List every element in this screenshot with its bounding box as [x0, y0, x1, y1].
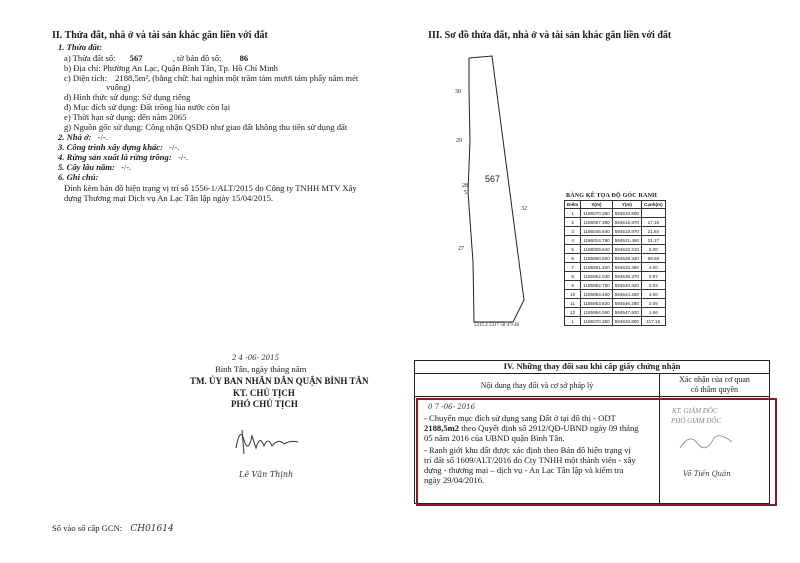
- coord-table-row: [565, 290, 666, 299]
- coord-cell: 1: [565, 317, 581, 326]
- issue-date-line: Bình Tân, ngày tháng năm: [215, 364, 307, 374]
- coord-cell: 594536.370: [612, 272, 641, 281]
- usage-origin: g) Nguồn gốc sử dụng: Công nhận QSDĐ như giao đất không thu tiền sử dụng đất: [64, 122, 348, 132]
- coord-cell: 1186014.780: [581, 236, 612, 245]
- dim-bottom: 5315 2 5317 50 4 9 48: [474, 323, 519, 328]
- registry-number: CH01614: [130, 524, 174, 534]
- coord-cell: [642, 209, 666, 218]
- change-line-3: 05 năm 2016 của UBND quận Bình Tân.: [424, 433, 565, 443]
- coord-cell: 9: [565, 281, 581, 290]
- coord-cell: 4.02: [642, 281, 666, 290]
- coord-table-title: BẢNG KÊ TỌA ĐỘ GÓC RANH: [566, 193, 657, 199]
- confirm-signer: Võ Tiến Quân: [683, 470, 731, 478]
- coord-table: [564, 200, 666, 326]
- map-number: 86: [239, 53, 249, 63]
- coord-table-row: [565, 209, 666, 218]
- coord-cell: 1.66: [642, 308, 666, 317]
- coord-cell: 12: [565, 308, 581, 317]
- coord-cell: 17.16: [642, 218, 666, 227]
- coord-cell: 1185952.750: [581, 281, 612, 290]
- forest-value: -/-.: [177, 152, 189, 162]
- coord-cell: 3.97: [642, 272, 666, 281]
- trees-label: 5. Cây lâu năm:: [58, 162, 115, 172]
- change-decision: theo Quyết định số 2912/QĐ-UBND ngày 09 tháng: [459, 423, 639, 433]
- coord-cell: 594533.800: [612, 209, 641, 218]
- coord-cell: 8: [565, 272, 581, 281]
- coord-table-row: [565, 299, 666, 308]
- notes-line-2: dựng Thương mại Dịch vụ An Lạc Tân lập ngày 15/04/2015.: [64, 193, 274, 203]
- issuer-org: TM. ỦY BAN NHÂN DÂN QUẬN BÌNH TÂN: [190, 376, 369, 386]
- area-text: 2188,5m², (bằng chữ: hai nghìn một trăm tám mươi tám phẩy năm mét: [115, 73, 359, 83]
- coord-cell: 594544.260: [612, 290, 641, 299]
- coord-cell: 4: [565, 236, 581, 245]
- forest-row: [58, 152, 188, 162]
- coord-cell: 59.58: [642, 254, 666, 263]
- notes-line-1: Đính kèm bản đồ hiện trạng vị trí số 1556-1/ALT/2015 do Công ty TNHH MTV Xây: [64, 183, 357, 193]
- coord-table-row: [565, 317, 666, 326]
- coord-cell: 6: [565, 254, 581, 263]
- dim-27: 27: [458, 246, 464, 252]
- coord-table-row: [565, 254, 666, 263]
- coord-cell: 1185952.030: [581, 272, 612, 281]
- section-4-title: IV. Những thay đổi sau khi cấp giấy chứng nhận: [415, 361, 770, 374]
- coord-cell: 1185953.460: [581, 290, 612, 299]
- change-line-4: - Ranh giới khu đất được xác định theo Bản đồ hiện trạng vị: [424, 445, 631, 455]
- parcel-number: 567: [129, 53, 143, 63]
- change-area: 2188,5m2: [424, 423, 460, 433]
- signer-name: Lê Văn Thịnh: [239, 470, 294, 479]
- coord-cell: 5: [565, 245, 581, 254]
- house-value: -/-.: [97, 132, 108, 142]
- construction-row: [58, 142, 179, 152]
- coord-header-point: Điểm: [565, 201, 581, 209]
- registry-label: Số vào sổ cấp GCN:: [52, 523, 123, 533]
- change-line-7: ngày 29/04/2016.: [424, 475, 485, 485]
- coord-cell: 2.05: [642, 299, 666, 308]
- section-2-title: II. Thửa đất, nhà ở và tài sản khác gắn liền với đất: [52, 30, 268, 41]
- coord-cell: 1185950.600: [581, 254, 612, 263]
- coord-cell: 5.00: [642, 245, 666, 254]
- signature-scribble: [232, 420, 312, 460]
- coord-header-x: X(m): [581, 201, 612, 209]
- coord-cell: 594540.320: [612, 281, 641, 290]
- highlight-box: [416, 398, 777, 506]
- coord-cell: 594522.210: [612, 245, 641, 254]
- area-text-2: vuông): [106, 82, 131, 92]
- coord-table-row: [565, 281, 666, 290]
- construction-value: -/-.: [169, 142, 180, 152]
- coord-table-row: [565, 272, 666, 281]
- land-address: b) Địa chỉ: Phường An Lạc, Quận Bình Tân, Tp. Hồ Chí Minh: [64, 63, 278, 73]
- coord-table-row: [565, 245, 666, 254]
- coord-cell: 594532.460: [612, 263, 641, 272]
- coord-cell: 1185951.320: [581, 263, 612, 272]
- change-line-6: dựng - thương mại – dịch vụ - An Lạc Tân lập và kiểm tra: [424, 465, 624, 475]
- confirm-header-line-2: có thẩm quyền: [690, 385, 739, 394]
- coord-cell: 7: [565, 263, 581, 272]
- dim-30: 30: [455, 89, 461, 95]
- confirm-stamp-line-2: PHÓ GIÁM ĐỐC: [671, 417, 722, 425]
- coord-cell: 1186009.840: [581, 245, 612, 254]
- coord-cell: 1185953.820: [581, 299, 612, 308]
- coord-cell: 1186070.350: [581, 209, 612, 218]
- coord-cell: 21.84: [642, 227, 666, 236]
- coord-cell: 4.00: [642, 290, 666, 299]
- parcel-row: [64, 53, 248, 63]
- coord-table-row: [565, 227, 666, 236]
- map-label: , tờ bản đồ số:: [172, 53, 222, 63]
- dim-5: 5: [464, 190, 467, 196]
- house-row: [58, 132, 108, 142]
- coord-cell: 594521.460: [612, 236, 641, 245]
- coord-cell: 1186067.390: [581, 218, 612, 227]
- confirm-header-line-1: Xác nhận của cơ quan: [679, 375, 750, 384]
- dim-29: 29: [456, 138, 462, 144]
- dim-28: 28: [462, 183, 468, 189]
- changes-col-confirm-header: [660, 374, 770, 397]
- land-heading: 1. Thửa đất:: [58, 42, 103, 52]
- coord-header-edge: Cạnh(m): [642, 201, 666, 209]
- issuer-kt: KT. CHỦ TỊCH: [233, 388, 295, 398]
- coord-cell: 594528.330: [612, 254, 641, 263]
- coord-cell: 594518.870: [612, 227, 641, 236]
- confirm-stamp-line-1: KT. GIÁM ĐỐC: [672, 407, 718, 415]
- change-date-stamp: 0 7 -06- 2016: [428, 403, 476, 411]
- trees-value: -/-.: [120, 162, 132, 172]
- issue-date-stamp: 2 4 -06- 2015: [232, 354, 280, 362]
- usage-form: d) Hình thức sử dụng: Sử dụng riêng: [64, 92, 191, 102]
- coord-cell: 594516.870: [612, 218, 641, 227]
- coord-cell: 594533.800: [612, 317, 641, 326]
- coord-table-header: [565, 201, 666, 209]
- coord-cell: 1186070.350: [581, 317, 612, 326]
- parcel-label: a) Thửa đất số:: [64, 53, 116, 63]
- changes-col-content-header: Nội dung thay đổi và cơ sở pháp lý: [415, 374, 660, 397]
- coord-table-row: [565, 308, 666, 317]
- usage-term: e) Thời hạn sử dụng: đến năm 2065: [64, 112, 187, 122]
- coord-cell: 594546.280: [612, 299, 641, 308]
- coord-cell: 594547.920: [612, 308, 641, 317]
- coord-cell: 3: [565, 227, 581, 236]
- forest-label: 4. Rừng sản xuất là rừng trồng:: [58, 152, 172, 162]
- coord-cell: 1186045.840: [581, 227, 612, 236]
- registry-row: [52, 523, 174, 534]
- coord-table-row: [565, 263, 666, 272]
- coord-table-row: [565, 236, 666, 245]
- coord-cell: 2: [565, 218, 581, 227]
- section-3-title: III. Sơ đồ thửa đất, nhà ở và tài sản khác gắn liền với đất: [428, 30, 672, 41]
- coord-cell: 31.17: [642, 236, 666, 245]
- trees-row: [58, 162, 131, 172]
- coord-cell: 117.16: [642, 317, 666, 326]
- coord-cell: 1: [565, 209, 581, 218]
- coord-cell: 11: [565, 299, 581, 308]
- coord-header-y: Y(m): [612, 201, 641, 209]
- usage-purpose: đ) Mục đích sử dụng: Đất trồng lúa nước còn lại: [64, 102, 231, 112]
- coord-cell: 4.00: [642, 263, 666, 272]
- dim-32: 32: [521, 206, 527, 212]
- issuer-title: PHÓ CHỦ TỊCH: [231, 399, 298, 409]
- notes-label: 6. Ghi chú:: [58, 172, 99, 182]
- coord-table-row: [565, 218, 666, 227]
- coord-cell: 1185954.060: [581, 308, 612, 317]
- area-label: c) Diện tích:: [64, 73, 107, 83]
- construction-label: 3. Công trình xây dựng khác:: [58, 142, 163, 152]
- change-line-5: trí đất số 1609/ALT/2016 do Cty TNHH một thành viên - xây: [424, 455, 636, 465]
- coord-cell: 10: [565, 290, 581, 299]
- parcel-label: 567: [485, 174, 501, 184]
- change-line-1: - Chuyển mục đích sử dụng sang Đất ở tại đô thị - ODT: [424, 413, 616, 423]
- house-label: 2. Nhà ở:: [58, 132, 92, 142]
